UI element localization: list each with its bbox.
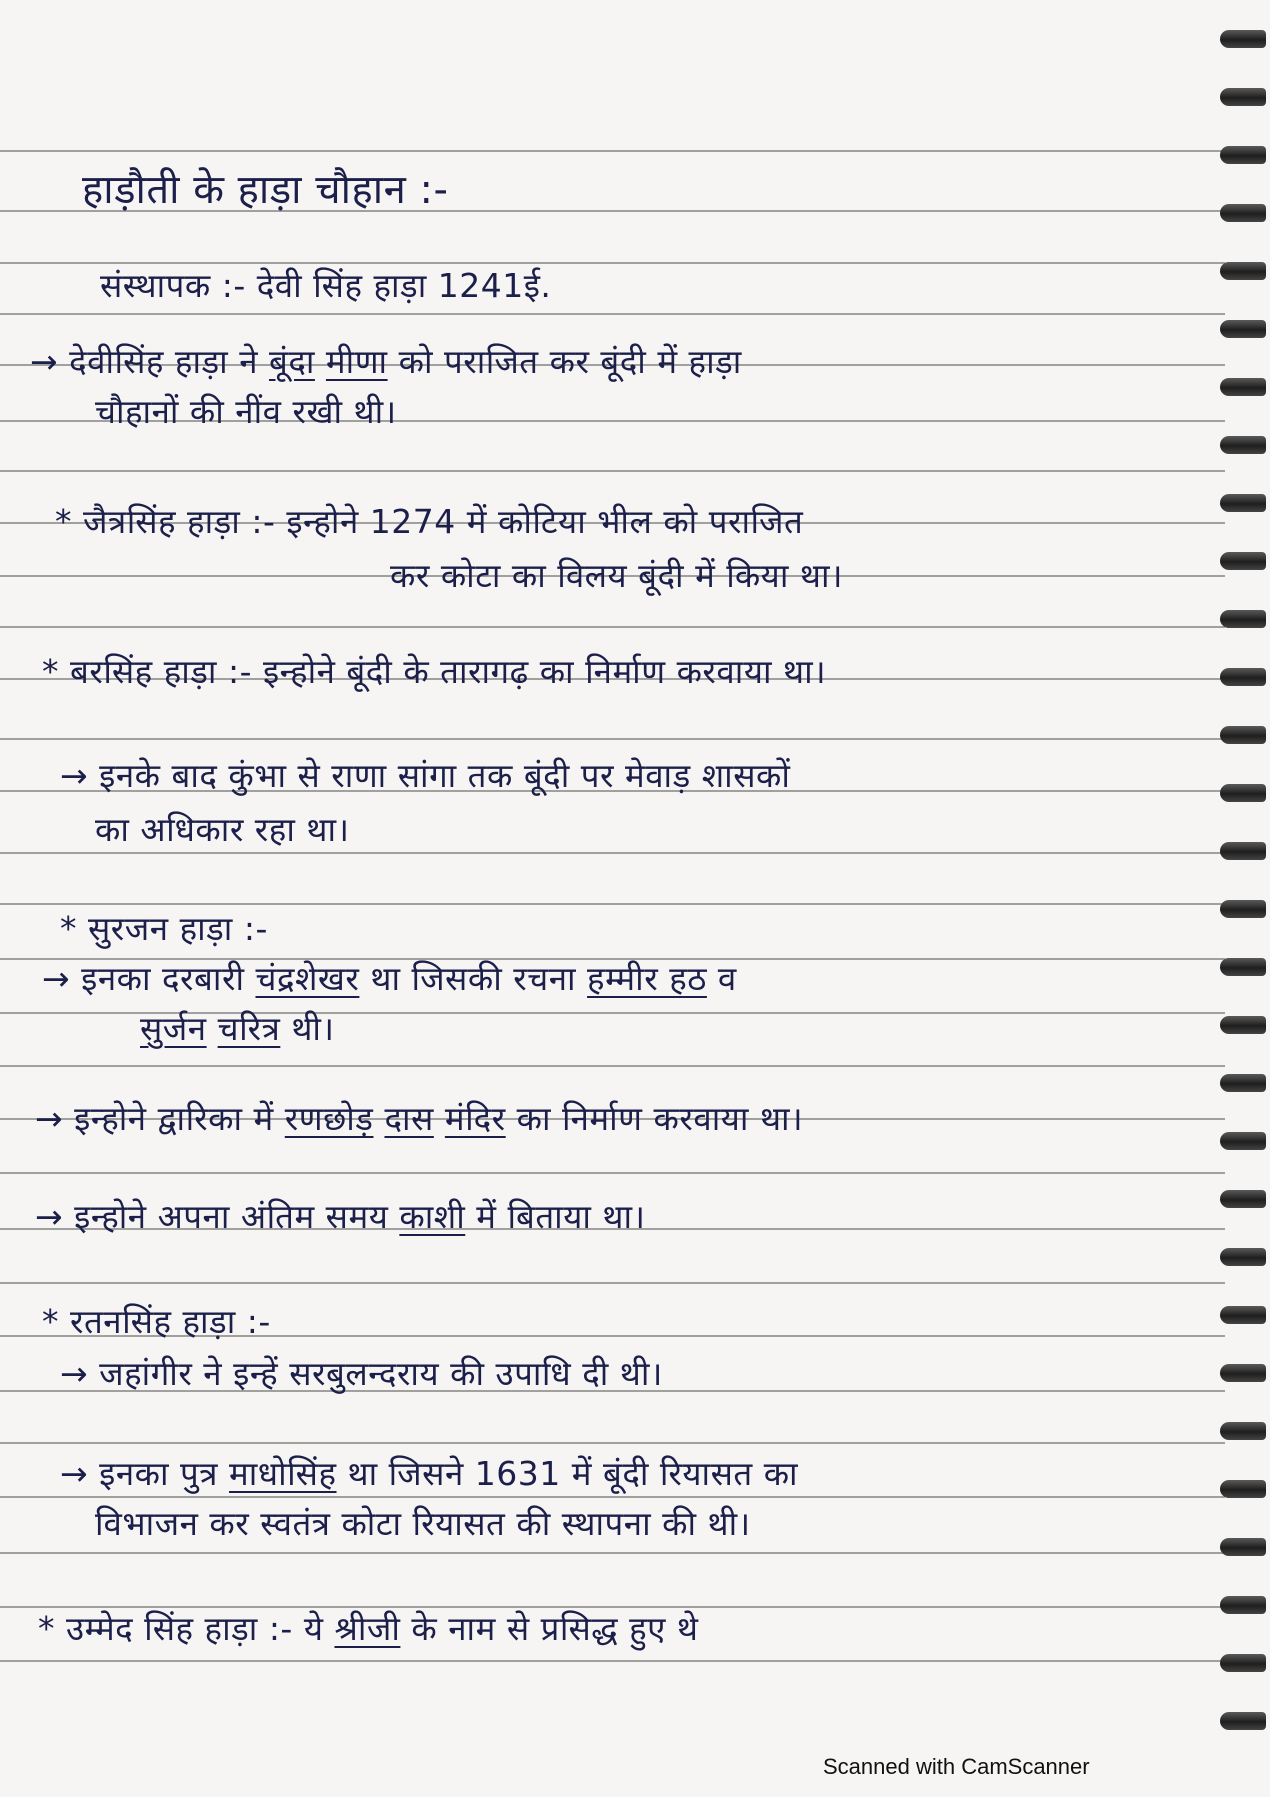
ratan-heading: * रतनसिंह हाड़ा :-: [42, 1302, 271, 1341]
bara-line: * बरसिंह हाड़ा :- इन्होने बूंदी के तारागढ़ का निर्माण करवाया था।: [42, 652, 827, 691]
ratan-line-2: → इनका पुत्र माधोसिंह था जिसने 1631 में बूंदी रियासत का: [60, 1454, 799, 1493]
surjan-line-1: → इनका दरबारी चंद्रशेखर था जिसकी रचना हम्मीर हठ व: [42, 959, 737, 998]
surjan-line-2: सुर्जन चरित्र थी।: [140, 1009, 335, 1048]
ratan-line-3: विभाजन कर स्वतंत्र कोटा रियासत की स्थापना की थी।: [95, 1504, 751, 1543]
jaitra-line-1: * जैत्रसिंह हाड़ा :- इन्होने 1274 में कोटिया भील को पराजित: [55, 502, 804, 541]
surjan-line-4: → इन्होने अपना अंतिम समय काशी में बिताया था।: [35, 1197, 646, 1236]
after-line-2: का अधिकार रहा था।: [95, 810, 350, 849]
founder-line: संस्थापक :- देवी सिंह हाड़ा 1241ई.: [100, 266, 552, 305]
surjan-heading: * सुरजन हाड़ा :-: [60, 909, 268, 948]
devi-line-1: → देवीसिंह हाड़ा ने बूंदा मीणा को पराजित कर बूंदी में हाड़ा: [30, 342, 742, 381]
spiral-binding: [1210, 0, 1270, 1797]
jaitra-line-2: कर कोटा का विलय बूंदी में किया था।: [390, 556, 844, 595]
page-title: हाड़ौती के हाड़ा चौहान :-: [82, 167, 449, 213]
ummed-line: * उम्मेद सिंह हाड़ा :- ये श्रीजी के नाम से प्रसिद्ध हुए थे: [38, 1609, 699, 1648]
devi-line-2: चौहानों की नींव रखी थी।: [95, 392, 397, 431]
ratan-line-1: → जहांगीर ने इन्हें सरबुलन्दराय की उपाधि दी थी।: [60, 1354, 663, 1393]
scanner-watermark: Scanned with CamScanner: [823, 1754, 1090, 1779]
after-line-1: → इनके बाद कुंभा से राणा सांगा तक बूंदी पर मेवाड़ शासकों: [60, 756, 791, 795]
surjan-line-3: → इन्होने द्वारिका में रणछोड़ दास मंदिर का निर्माण करवाया था।: [35, 1099, 804, 1138]
